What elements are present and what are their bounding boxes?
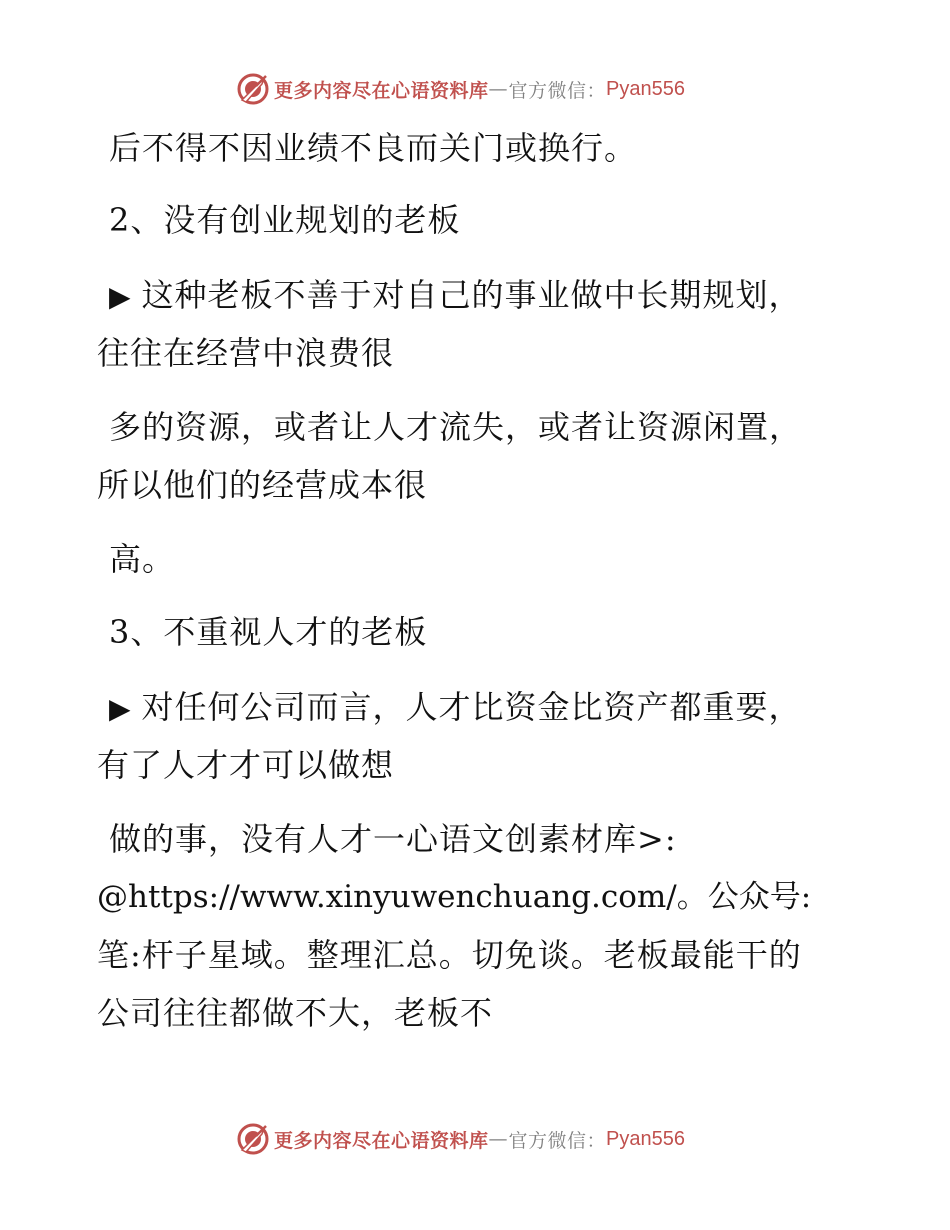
watermark-brand-text: 更多内容尽在心语资料库 (274, 1129, 489, 1152)
text-line: 往往在经营中浪费很 (97, 334, 395, 372)
watermark-separator: — (488, 78, 509, 100)
watermark-label: 官方微信： (508, 79, 607, 102)
section-heading: 3、不重视人才的老板 (109, 613, 428, 651)
brand-logo-icon (236, 1122, 270, 1156)
bullet-line (109, 275, 802, 317)
text-line: 所以他们的经营成本很 (97, 466, 428, 504)
text-line: 多的资源，或者让人才流失，或者让资源闲置， (109, 408, 803, 446)
text-line: 公司往往都做不大，老板不 (97, 994, 494, 1032)
section-heading: 2、没有创业规划的老板 (109, 201, 461, 239)
text-line: 后不得不因业绩不良而关门或换行。 (109, 129, 638, 167)
footer-watermark (236, 1122, 685, 1156)
url-line: @https://www.xinyuwenchuang.com/。公众号: (97, 879, 812, 915)
text-line: 高。 (109, 540, 176, 578)
text-line: 有了人才才可以做想 (97, 746, 395, 784)
watermark-wechat-id: Pyan556 (606, 77, 685, 100)
bullet-line (109, 687, 802, 729)
text-line: 做的事，没有人才一心语文创素材库>: (109, 820, 677, 858)
watermark-label: 官方微信： (508, 1129, 607, 1152)
watermark-wechat-id: Pyan556 (606, 1127, 685, 1150)
brand-logo-icon (236, 72, 270, 106)
watermark-brand-text: 更多内容尽在心语资料库 (274, 79, 489, 102)
bullet-arrow-icon: ▶ (109, 280, 132, 313)
text-line: 对任何公司而言，人才比资金比资产都重要， (141, 688, 802, 726)
header-watermark (236, 72, 685, 106)
text-line: 笔:杆子星域。整理汇总。切免谈。老板最能干的 (97, 936, 802, 974)
bullet-arrow-icon: ▶ (109, 692, 132, 725)
watermark-separator: — (488, 1128, 509, 1150)
text-line: 这种老板不善于对自己的事业做中长期规划， (141, 276, 802, 314)
